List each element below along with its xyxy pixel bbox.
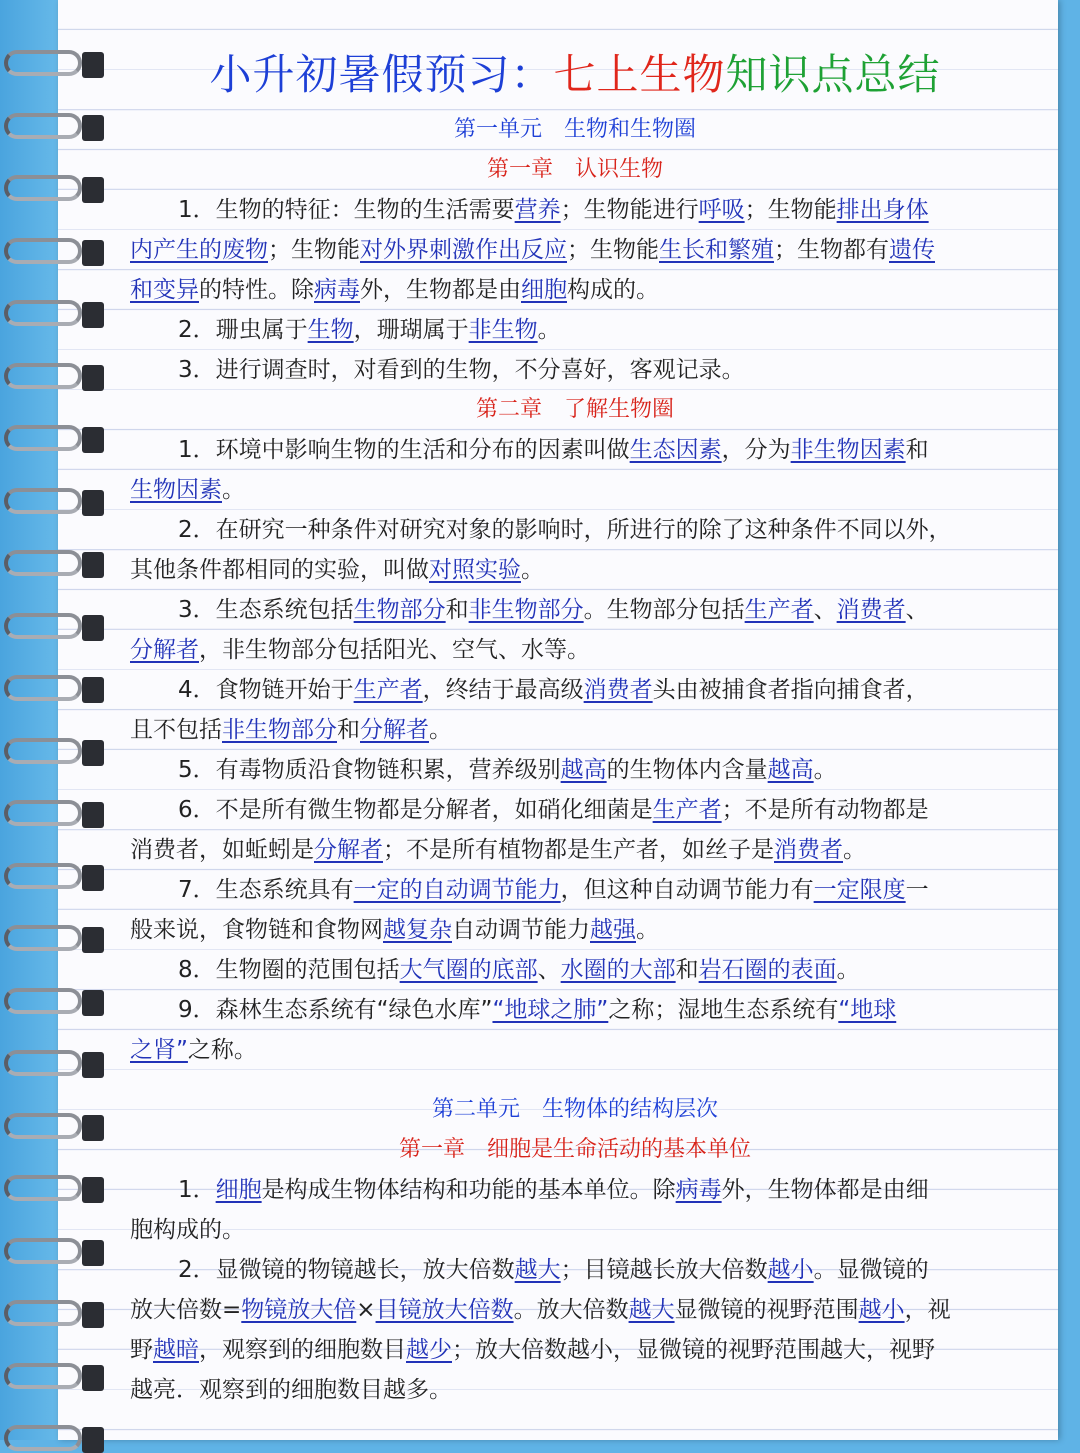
keyword: 越暗 xyxy=(153,1337,199,1363)
note-line: 内产生的废物；生物能对外界刺激作出反应；生物能生长和繁殖；生物都有遗传 xyxy=(130,237,935,263)
binding-hole xyxy=(82,1365,104,1391)
binding-ring xyxy=(4,550,82,576)
binding-hole xyxy=(82,302,104,328)
note-line: 2．在研究一种条件对研究对象的影响时，所进行的除了这种条件不同以外， xyxy=(178,517,952,543)
note-line: 分解者，非生物部分包括阳光、空气、水等。 xyxy=(130,637,590,663)
binding-hole xyxy=(82,52,104,78)
binding-ring xyxy=(4,925,82,951)
binding-hole xyxy=(82,740,104,766)
binding-ring xyxy=(4,1175,82,1201)
title-part-2: 七上生物 xyxy=(553,50,726,99)
unit-heading: 第一单元 生物和生物圈 xyxy=(453,117,696,142)
binding-ring xyxy=(4,1425,82,1451)
note-line: 般来说，食物链和食物网越复杂自动调节能力越强。 xyxy=(130,917,659,943)
keyword: 遗传 xyxy=(889,237,935,263)
keyword: 水圈的大部 xyxy=(560,957,676,983)
keyword: 越大 xyxy=(628,1297,675,1323)
keyword: 营养 xyxy=(514,197,561,223)
note-line: 消费者，如蚯蚓是分解者；不是所有植物都是生产者，如丝子是消费者。 xyxy=(130,837,866,863)
note-line: 8．生物圈的范围包括大气圈的底部、水圈的大部和岩石圈的表面。 xyxy=(178,957,860,983)
keyword: 一定的自动调节能力 xyxy=(353,877,561,903)
binding-hole xyxy=(82,427,104,453)
keyword: 分解者 xyxy=(130,637,199,663)
binding-ring xyxy=(4,113,82,139)
binding-ring xyxy=(4,300,82,326)
note-line: 2．显微镜的物镜越长，放大倍数越大；目镜越长放大倍数越小。显微镜的 xyxy=(178,1257,929,1283)
binding-hole xyxy=(82,490,104,516)
keyword: 越强 xyxy=(590,917,636,943)
keyword: 非生物部分 xyxy=(222,717,337,743)
keyword: 消费者 xyxy=(836,597,906,623)
keyword: 越复杂 xyxy=(383,917,452,943)
binding-ring xyxy=(4,488,82,514)
keyword: 生物因素 xyxy=(130,477,222,503)
binding-ring xyxy=(4,175,82,201)
binding-ring xyxy=(4,1363,82,1389)
keyword: 内产生的废物 xyxy=(130,237,268,263)
binding-ring xyxy=(4,238,82,264)
note-line: 之肾”之称。 xyxy=(130,1037,257,1063)
binding-hole xyxy=(82,552,104,578)
binding-ring xyxy=(4,363,82,389)
binding-hole xyxy=(82,115,104,141)
keyword: 和变异 xyxy=(130,277,199,303)
note-line: 1．细胞是构成生物体结构和功能的基本单位。除病毒外，生物体都是由细 xyxy=(178,1177,929,1203)
notes-content xyxy=(130,40,1020,1410)
keyword: 消费者 xyxy=(583,677,653,703)
binding-ring xyxy=(4,425,82,451)
binding-ring xyxy=(4,738,82,764)
keyword: 非生物因素 xyxy=(790,437,906,463)
keyword: 越高 xyxy=(767,757,814,783)
keyword: 目镜放大倍数 xyxy=(375,1297,514,1323)
binding-hole xyxy=(82,802,104,828)
note-line: 放大倍数=物镜放大倍×目镜放大倍数。放大倍数越大显微镜的视野范围越小，视 xyxy=(130,1297,951,1323)
binding-ring xyxy=(4,50,82,76)
note-line: 1．生物的特征：生物的生活需要营养；生物能进行呼吸；生物能排出身体 xyxy=(178,197,929,223)
note-line: 且不包括非生物部分和分解者。 xyxy=(130,717,452,743)
keyword: 分解者 xyxy=(360,717,429,743)
binding-ring xyxy=(4,675,82,701)
binding-ring xyxy=(4,800,82,826)
binding-hole xyxy=(82,927,104,953)
binding-hole xyxy=(82,1427,104,1453)
binding-hole xyxy=(82,1052,104,1078)
binding-ring xyxy=(4,863,82,889)
keyword: 物镜放大倍 xyxy=(241,1297,357,1323)
binding-hole xyxy=(82,865,104,891)
note-line: 1．环境中影响生物的生活和分布的因素叫做生态因素，分为非生物因素和 xyxy=(178,437,929,463)
note-line: 4．食物链开始于生产者，终结于最高级消费者头由被捕食者指向捕食者， xyxy=(178,677,929,703)
binding-hole xyxy=(82,177,104,203)
keyword: 一定限度 xyxy=(813,877,906,903)
keyword: 越高 xyxy=(560,757,607,783)
keyword: 生态因素 xyxy=(629,437,722,463)
keyword: “地球之肺” xyxy=(492,997,609,1023)
keyword: 越少 xyxy=(406,1337,452,1363)
binding-ring xyxy=(4,1050,82,1076)
binding-hole xyxy=(82,365,104,391)
binding-ring xyxy=(4,613,82,639)
note-line: 生物因素。 xyxy=(130,477,245,503)
keyword: 细胞 xyxy=(215,1177,262,1203)
keyword: 呼吸 xyxy=(698,197,745,223)
note-line: 5．有毒物质沿食物链积累，营养级别越高的生物体内含量越高。 xyxy=(178,757,837,783)
keyword: 生产者 xyxy=(353,677,423,703)
chapter-heading: 第二章 了解生物圈 xyxy=(475,397,674,422)
chapter-heading: 第一章 细胞是生命活动的基本单位 xyxy=(398,1137,751,1162)
title-part-1: 小升初暑假预习： xyxy=(209,50,554,99)
keyword: 对外界刺激作出反应 xyxy=(360,237,567,263)
spiral-binding xyxy=(0,0,110,1440)
keyword: 病毒 xyxy=(314,277,360,303)
binding-hole xyxy=(82,1115,104,1141)
binding-ring xyxy=(4,1113,82,1139)
unit-heading: 第二单元 生物体的结构层次 xyxy=(431,1097,718,1122)
keyword: 岩石圈的表面 xyxy=(698,957,837,983)
binding-hole xyxy=(82,1177,104,1203)
keyword: 生物部分 xyxy=(353,597,446,623)
binding-hole xyxy=(82,677,104,703)
note-line: 和变异的特性。除病毒外，生物都是由细胞构成的。 xyxy=(130,277,659,303)
keyword: 生产者 xyxy=(652,797,722,823)
keyword: 非生物 xyxy=(468,317,538,343)
page-title xyxy=(130,40,1020,110)
note-line: 3．生态系统包括生物部分和非生物部分。生物部分包括生产者、消费者、 xyxy=(178,597,929,623)
chapter-heading: 第一章 认识生物 xyxy=(486,157,663,182)
spacer xyxy=(130,1070,1020,1090)
note-line: 9．森林生态系统有“绿色水库”“地球之肺”之称；湿地生态系统有“地球 xyxy=(178,997,897,1023)
keyword: 大气圈的底部 xyxy=(399,957,538,983)
binding-hole xyxy=(82,1302,104,1328)
keyword: 之肾” xyxy=(130,1037,188,1063)
keyword: “地球 xyxy=(838,997,897,1023)
keyword: 分解者 xyxy=(314,837,383,863)
binding-hole xyxy=(82,615,104,641)
keyword: 消费者 xyxy=(774,837,843,863)
keyword: 排出身体 xyxy=(836,197,929,223)
note-line: 6．不是所有微生物都是分解者，如硝化细菌是生产者；不是所有动物都是 xyxy=(178,797,929,823)
keyword: 病毒 xyxy=(675,1177,722,1203)
keyword: 对照实验 xyxy=(429,557,521,583)
keyword: 生物 xyxy=(307,317,354,343)
note-line: 野越暗，观察到的细胞数目越少；放大倍数越小，显微镜的视野范围越大，视野 xyxy=(130,1337,935,1363)
note-line: 胞构成的。 xyxy=(130,1217,245,1243)
binding-hole xyxy=(82,1240,104,1266)
binding-ring xyxy=(4,1238,82,1264)
note-line: 越亮．观察到的细胞数目越多。 xyxy=(130,1377,452,1403)
keyword: 细胞 xyxy=(521,277,567,303)
title-part-3: 知识点总结 xyxy=(725,50,941,99)
note-line: 2．珊虫属于生物，珊瑚属于非生物。 xyxy=(178,317,561,343)
note-line: 7．生态系统具有一定的自动调节能力，但这种自动调节能力有一定限度一 xyxy=(178,877,929,903)
binding-hole xyxy=(82,240,104,266)
keyword: 越小 xyxy=(767,1257,814,1283)
keyword: 生产者 xyxy=(744,597,814,623)
keyword: 非生物部分 xyxy=(468,597,584,623)
keyword: 越大 xyxy=(514,1257,561,1283)
binding-ring xyxy=(4,1300,82,1326)
keyword: 越小 xyxy=(858,1297,905,1323)
keyword: 生长和繁殖 xyxy=(659,237,774,263)
note-line: 其他条件都相同的实验，叫做对照实验。 xyxy=(130,557,544,583)
note-line: 3．进行调查时，对看到的生物，不分喜好，客观记录。 xyxy=(178,357,745,383)
binding-ring xyxy=(4,988,82,1014)
binding-hole xyxy=(82,990,104,1016)
